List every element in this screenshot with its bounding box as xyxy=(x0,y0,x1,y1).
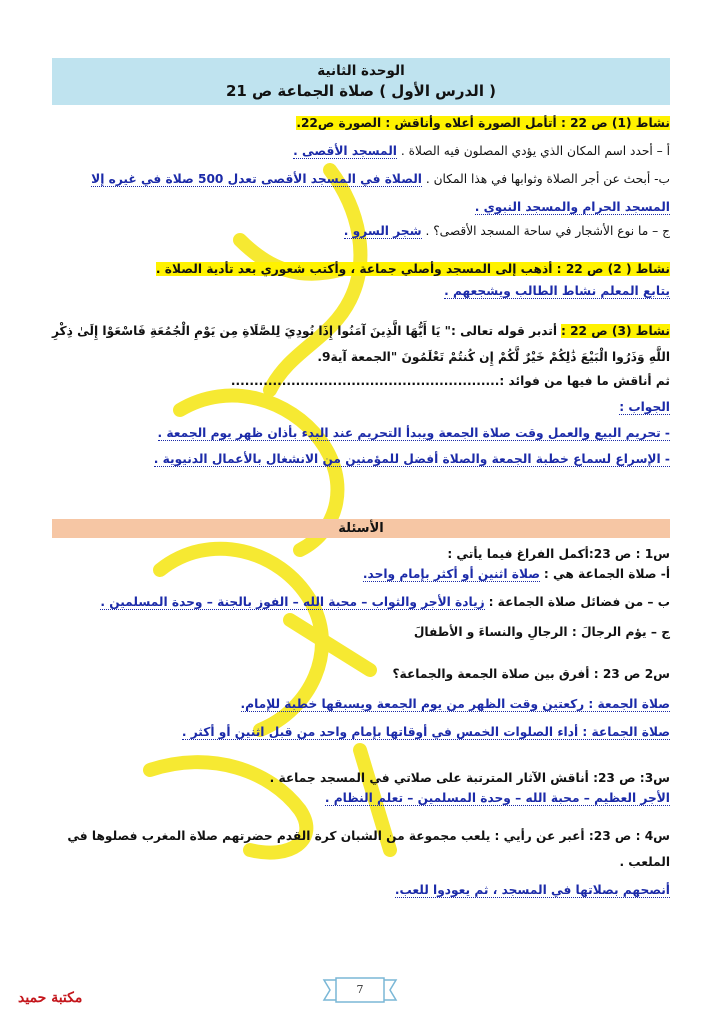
question-4-title-1: س4 : ص 23: أعبر عن رأيي : يلعب مجموعة من الشبان كرة القدم حضرتهم صلاة المغرب فصلوها في xyxy=(67,829,670,843)
question-3-answer: الأجر العظيم – محبة الله – وحدة المسلمين – تعلم النظام . xyxy=(324,791,670,805)
activity-1-answer-c: شجر السرو . xyxy=(343,224,422,238)
activity-1-question-c: ج – ما نوع الأشجار في ساحة المسجد الأقصى؟ . xyxy=(425,224,670,238)
activity-3 xyxy=(52,313,670,481)
question-1-a-label: أ- صلاة الجماعة هي : xyxy=(543,567,670,581)
question-1-b-label: ب – من فضائل صلاة الجماعة : xyxy=(488,595,670,609)
question-4-answer: أنصحهم بصلاتها في المسجد ، ثم يعودوا للعب. xyxy=(394,883,670,897)
question-1-a-answer: صلاة اثنين أو أكثر بإمام واحد. xyxy=(362,567,541,581)
page-number-badge xyxy=(322,976,398,1004)
question-2-answer-2: صلاة الجماعة : أداء الصلوات الخمس في أوقاتها بإمام واحد من قبل اثنين أو أكثر . xyxy=(181,725,670,739)
question-4-title-2: الملعب . xyxy=(619,855,670,869)
question-1-b-answer: زيادة الأجر والثواب – محبة الله – الفوز بالجنة – وحدة المسلمين . xyxy=(100,595,485,609)
question-1-c: ج – يؤم الرجالَ : الرجالِ والنساءَ و الأطفالَ xyxy=(413,625,670,639)
activity-1-question-a: أ – أحدد اسم المكان الذي يؤدي المصلون فيه الصلاة . xyxy=(400,144,670,158)
activity-3-verse-1: أتدبر قوله تعالى :" يَا أَيُّهَا الَّذِينَ آمَنُوا إِذَا نُودِيَ لِلصَّلَاةِ مِن يَوْمِ الْجُمُعَةِ فَاسْعَوْا إِلَىٰ ذِكْرِ xyxy=(51,324,558,338)
activity-3-answer-2: - الإسراع لسماع خطبة الجمعة والصلاة أفضل للمؤمنين من الانشغال بالأعمال الدنيوية . xyxy=(153,452,670,466)
page-number: 7 xyxy=(356,983,364,996)
question-2-title: س2 ص 23 : أفرق بين صلاة الجمعة والجماعة؟ xyxy=(392,667,670,681)
questions-title: الأسئلة xyxy=(52,519,670,538)
questions-section xyxy=(52,538,670,928)
activity-1 xyxy=(52,105,670,238)
activity-3-prompt: ثم أناقش ما فيها من فوائد :.......................................................... xyxy=(230,374,670,388)
activity-3-answer-1: - تحريم البيع والعمل وقت صلاة الجمعة ويبدأ التحريم عند البدء بأذان ظهر يوم الجمعة . xyxy=(157,426,670,440)
activity-2 xyxy=(52,253,670,313)
activity-1-title: نشاط (1) ص 22 : أتأمل الصورة أعلاه وأناقش : الصورة ص22. xyxy=(296,116,670,130)
lesson-header xyxy=(52,58,670,105)
page-content xyxy=(52,58,670,928)
activity-2-answer: يتابع المعلم نشاط الطالب ويشجعهم . xyxy=(444,284,670,298)
activity-1-question-b: ب- أبحث عن أجر الصلاة وثوابها في هذا المكان . xyxy=(425,172,670,186)
lesson-title: ( الدرس الأول ) صلاة الجماعة ص 21 xyxy=(225,82,497,100)
question-3-title: س3: ص 23: أناقش الآثار المترتبة على صلاتي في المسجد جماعة . xyxy=(269,771,670,785)
question-2-answer-1: صلاة الجمعة : ركعتين وقت الظهر من يوم الجمعة ويسبقها خطبة للإمام. xyxy=(240,697,670,711)
activity-3-answer-label: الجواب : xyxy=(619,400,670,414)
question-1-title: س1 : ص 23:أكمل الفراغ فيما يأتي : xyxy=(447,547,670,561)
activity-3-title: نشاط (3) ص 22 : xyxy=(560,324,670,338)
activity-1-answer-a: المسجد الأقصى . xyxy=(293,144,397,158)
activity-2-title: نشاط ( 2) ص 22 : أذهب إلى المسجد وأصلي جماعة ، وأكتب شعوري بعد تأدية الصلاة . xyxy=(155,262,670,276)
activity-3-verse-2: اللَّهِ وَذَرُوا الْبَيْعَ ذَٰلِكُمْ خَيْرٌ لَّكُمْ إِن كُنتُمْ تَعْلَمُونَ "الجمعة آية9. xyxy=(317,350,670,364)
activity-1-answer-b-2: المسجد الحرام والمسجد النبوي . xyxy=(474,200,670,214)
activity-1-answer-b-1: الصلاة في المسجد الأقصى تعدل 500 صلاة في غيره إلا xyxy=(91,172,422,186)
unit-title: الوحدة الثانية xyxy=(317,63,405,79)
library-signature: مكتبة حميد xyxy=(18,990,83,1006)
